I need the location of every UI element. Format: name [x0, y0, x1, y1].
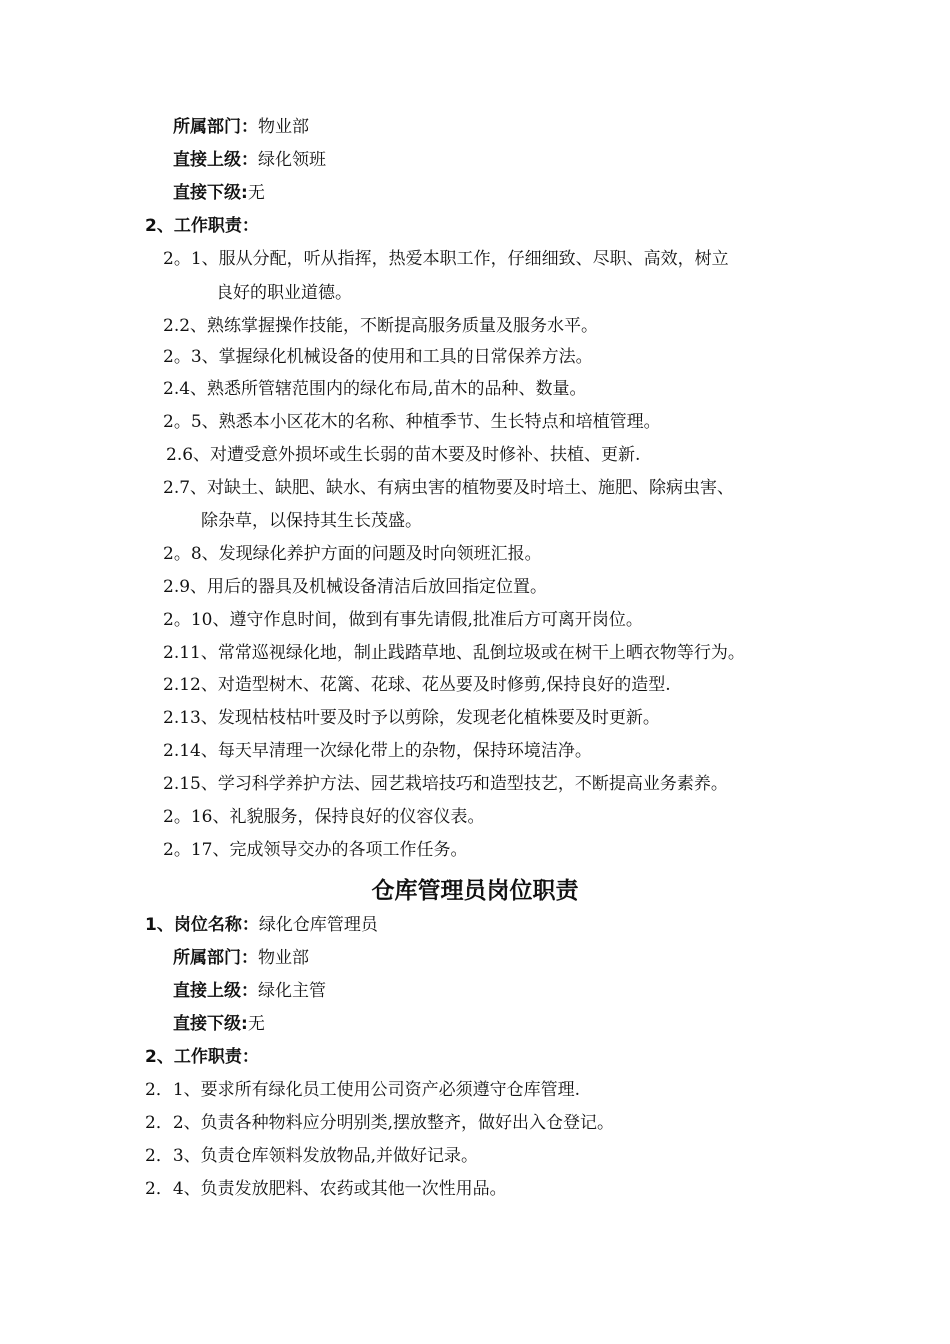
duty-item: 2.11、常常巡视绿化地，制止践踏草地、乱倒垃圾或在树干上晒衣物等行为。 — [163, 643, 745, 663]
duty-item: 2.12、对造型树木、花篱、花球、花丛要及时修剪,保持良好的造型. — [163, 675, 671, 695]
section-title: 仓库管理员岗位职责 — [371, 878, 579, 904]
duty-item: 2。5、熟悉本小区花木的名称、种植季节、生长特点和培植管理。 — [163, 412, 661, 432]
subordinate-field — [173, 1013, 265, 1035]
duty-item-continuation: 良好的职业道德。 — [216, 283, 352, 303]
position-label: 1、岗位名称： — [145, 915, 259, 935]
superior-field — [173, 980, 326, 1002]
duty-item: 2.14、每天早清理一次绿化带上的杂物，保持环境洁净。 — [163, 741, 592, 761]
duties-heading: 2、工作职责： — [145, 216, 259, 236]
dept-label: 所属部门： — [173, 948, 258, 968]
duty-item-continuation: 除杂草，以保持其生长茂盛。 — [201, 511, 422, 531]
duty-item: 2.15、学习科学养护方法、园艺栽培技巧和造型技艺，不断提高业务素养。 — [163, 774, 728, 794]
duty-item: 2。3、掌握绿化机械设备的使用和工具的日常保养方法。 — [163, 347, 593, 367]
dept-value: 物业部 — [258, 117, 309, 137]
subordinate-field — [173, 182, 265, 204]
dept-field — [173, 947, 309, 969]
duty-item: 2．1、要求所有绿化员工使用公司资产必须遵守仓库管理. — [145, 1080, 581, 1100]
position-field — [145, 914, 378, 936]
subordinate-label: 直接下级: — [173, 183, 248, 203]
duty-item: 2．3、负责仓库领料发放物品,并做好记录。 — [145, 1146, 479, 1166]
dept-label: 所属部门： — [173, 117, 258, 137]
duty-item: 2.6、对遭受意外损坏或生长弱的苗木要及时修补、扶植、更新. — [166, 445, 641, 465]
superior-field — [173, 149, 326, 171]
superior-label: 直接上级： — [173, 981, 258, 1001]
subordinate-value: 无 — [247, 183, 265, 203]
dept-field — [173, 116, 309, 138]
dept-value: 物业部 — [258, 948, 309, 968]
duty-item: 2。8、发现绿化养护方面的问题及时向领班汇报。 — [163, 544, 542, 564]
subordinate-value: 无 — [247, 1014, 265, 1034]
duty-item: 2。1、服从分配，听从指挥，热爱本职工作，仔细细致、尽职、高效，树立 — [163, 249, 729, 269]
duty-item: 2.4、熟悉所管辖范围内的绿化布局,苗木的品种、数量。 — [163, 379, 587, 399]
superior-value: 绿化主管 — [258, 981, 326, 1001]
superior-label: 直接上级： — [173, 150, 258, 170]
position-value: 绿化仓库管理员 — [258, 915, 378, 935]
duty-item: 2.2、熟练掌握操作技能，不断提高服务质量及服务水平。 — [163, 316, 599, 336]
superior-value: 绿化领班 — [258, 150, 326, 170]
duties-heading: 2、工作职责： — [145, 1047, 259, 1067]
duty-item: 2。17、完成领导交办的各项工作任务。 — [163, 840, 468, 860]
duty-item: 2．2、负责各种物料应分明别类,摆放整齐，做好出入仓登记。 — [145, 1113, 615, 1133]
duty-item: 2。10、遵守作息时间，做到有事先请假,批准后方可离开岗位。 — [163, 610, 643, 630]
duty-item: 2。16、礼貌服务，保持良好的仪容仪表。 — [163, 807, 485, 827]
duty-item: 2．4、负责发放肥料、农药或其他一次性用品。 — [145, 1179, 507, 1199]
duty-item: 2.13、发现枯枝枯叶要及时予以剪除，发现老化植株要及时更新。 — [163, 708, 660, 728]
subordinate-label: 直接下级: — [173, 1014, 248, 1034]
duty-item: 2.7、对缺土、缺肥、缺水、有病虫害的植物要及时培土、施肥、除病虫害、 — [163, 478, 735, 498]
duty-item: 2.9、用后的器具及机械设备清洁后放回指定位置。 — [163, 577, 548, 597]
